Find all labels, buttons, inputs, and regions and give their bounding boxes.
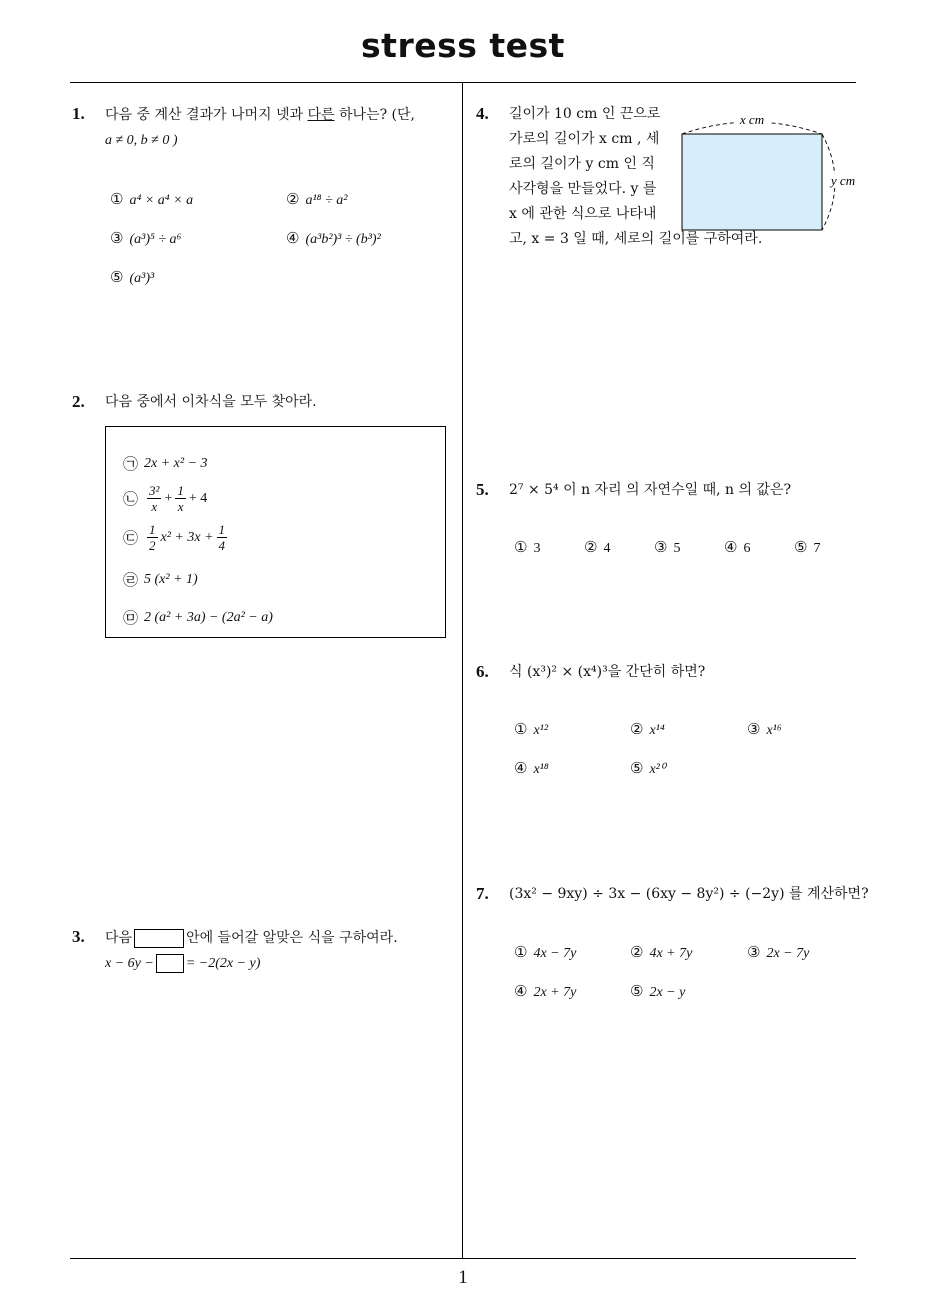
- rectangle-shape: [682, 134, 822, 230]
- option-expr: 6: [743, 541, 751, 556]
- option-4[interactable]: [514, 982, 576, 1001]
- item-mark: ㉤: [123, 609, 139, 627]
- question-line: x 에 관한 식으로 나타내: [509, 206, 657, 222]
- question-text-part: 안에 들어갈 알맞은 식을 구하여라.: [186, 930, 398, 946]
- footer-rule: [70, 1258, 856, 1259]
- option-1[interactable]: [514, 720, 548, 739]
- expression-item: [123, 569, 198, 590]
- option-mark: ②: [630, 943, 644, 961]
- option-mark: ④: [286, 229, 300, 247]
- option-expr: 4x − 7y: [533, 946, 577, 961]
- answer-blank: [156, 954, 184, 973]
- question-line: 사각형을 만들었다. y 를: [509, 181, 657, 197]
- fraction-numerator: 1: [218, 522, 226, 537]
- question-line: 로의 길이가 y cm 인 직: [509, 156, 655, 172]
- question-line: 가로의 길이가 x cm , 세: [509, 131, 660, 147]
- condition-text: a ≠ 0, b ≠ 0 ): [105, 133, 178, 148]
- question-text: (3x² − 9xy) ÷ 3x − (6xy − 8y²) ÷ (−2y) 를 계산하면?: [509, 886, 869, 902]
- option-expr: a⁴ × a⁴ × a: [129, 193, 194, 208]
- question-number: 1.: [72, 104, 85, 123]
- option-mark: ⑤: [630, 759, 644, 777]
- option-2[interactable]: [630, 720, 665, 739]
- option-4[interactable]: [286, 229, 381, 248]
- option-expr: (a³)³: [129, 271, 155, 286]
- option-mark: ⑤: [794, 538, 808, 556]
- option-expr: 2x − 7y: [766, 946, 810, 961]
- rectangle-figure: [676, 108, 860, 236]
- item-mark: ㉠: [123, 455, 139, 473]
- option-mark: ①: [514, 720, 528, 738]
- expression-item: [123, 522, 230, 553]
- expression-item: [123, 483, 207, 514]
- option-mark: ⑤: [110, 268, 124, 286]
- page-title: stress test: [361, 26, 565, 65]
- fraction-denominator: 2: [149, 538, 156, 553]
- option-expr: 3: [533, 541, 541, 556]
- fraction: [147, 522, 158, 553]
- option-mark: ③: [654, 538, 668, 556]
- question-number: 7.: [476, 884, 489, 903]
- option-expr: 2x − y: [649, 985, 686, 1000]
- option-expr: a¹⁸ ÷ a²: [305, 193, 348, 208]
- option-1[interactable]: [514, 943, 576, 962]
- question-line: 고, x = 3 일 때, 세로의 길이를 구하여라.: [509, 231, 763, 247]
- option-mark: ④: [514, 759, 528, 777]
- underlined-word: 다른: [307, 107, 335, 123]
- item-mark: ㉣: [123, 571, 139, 589]
- option-mark: ①: [514, 943, 528, 961]
- option-mark: ③: [747, 943, 761, 961]
- option-3[interactable]: [747, 943, 809, 962]
- fraction-numerator: 3²: [149, 483, 160, 498]
- option-expr: x¹⁸: [533, 762, 549, 777]
- fraction: [147, 483, 161, 514]
- option-1[interactable]: [110, 190, 193, 209]
- fraction-numerator: 1: [149, 522, 156, 537]
- question-text: 2⁷ × 5⁴ 이 n 자리 의 자연수일 때, n 의 값은?: [509, 482, 791, 498]
- fraction: [217, 522, 228, 553]
- option-mark: ④: [514, 982, 528, 1000]
- item-mark: ㉢: [123, 529, 139, 547]
- option-3[interactable]: [747, 720, 782, 739]
- option-mark: ②: [286, 190, 300, 208]
- item-expr: 2 (a² + 3a) − (2a² − a): [144, 609, 273, 625]
- option-expr: x¹⁶: [766, 723, 782, 738]
- option-mark: ③: [747, 720, 761, 738]
- question-number: 4.: [476, 104, 489, 123]
- option-expr: 4x + 7y: [649, 946, 693, 961]
- question-text-part: 하나는? (단,: [334, 107, 415, 123]
- option-expr: (a³)⁵ ÷ a⁶: [129, 232, 182, 247]
- header-rule: [70, 82, 856, 83]
- expression-box: [105, 426, 446, 638]
- question-text: 다음 중에서 이차식을 모두 찾아라.: [105, 394, 317, 410]
- option-3[interactable]: [110, 229, 181, 248]
- option-expr: 5: [673, 541, 681, 556]
- option-expr: x¹⁴: [649, 723, 665, 738]
- option-3[interactable]: [654, 538, 680, 557]
- fraction-numerator: 1: [177, 483, 184, 498]
- option-5[interactable]: [630, 982, 685, 1001]
- question-number: 6.: [476, 662, 489, 681]
- option-expr: x²⁰: [649, 762, 666, 777]
- option-expr: x¹²: [533, 723, 549, 738]
- answer-blank: [134, 929, 184, 948]
- option-mark: ③: [110, 229, 124, 247]
- option-mark: ②: [584, 538, 598, 556]
- item-expr: + 4: [188, 490, 208, 506]
- option-5[interactable]: [110, 268, 154, 287]
- option-2[interactable]: [584, 538, 610, 557]
- option-4[interactable]: [514, 759, 549, 778]
- question-text-part: 다음: [105, 930, 133, 946]
- option-5[interactable]: [794, 538, 820, 557]
- expression-item: [123, 453, 208, 474]
- column-divider: [462, 83, 463, 1259]
- question-text-part: 다음 중 계산 결과가 나머지 넷과: [105, 107, 308, 123]
- fraction-denominator: x: [151, 499, 158, 514]
- option-mark: ①: [110, 190, 124, 208]
- fraction-denominator: 4: [218, 538, 226, 553]
- option-4[interactable]: [724, 538, 750, 557]
- width-label: x cm: [739, 112, 765, 127]
- question-text: [105, 926, 445, 976]
- item-expr: +: [164, 490, 173, 506]
- expression-item: [123, 607, 273, 628]
- option-mark: ⑤: [630, 982, 644, 1000]
- height-label: y cm: [830, 173, 856, 188]
- equation-part: x − 6y −: [105, 956, 154, 971]
- option-2[interactable]: [286, 190, 347, 209]
- question-text: 식 (x³)² × (x⁴)³을 간단히 하면?: [509, 664, 706, 680]
- item-expr: x² + 3x +: [160, 529, 214, 545]
- item-mark: ㉡: [123, 490, 139, 508]
- question-number: 3.: [72, 927, 85, 946]
- question-text: [105, 103, 455, 153]
- question-number: 2.: [72, 392, 85, 411]
- item-expr: 5 (x² + 1): [144, 571, 198, 587]
- option-5[interactable]: [630, 759, 665, 778]
- option-mark: ①: [514, 538, 528, 556]
- question-line: 길이가 10 cm 인 끈으로: [509, 106, 661, 122]
- option-expr: 2x + 7y: [533, 985, 577, 1000]
- option-1[interactable]: [514, 538, 540, 557]
- option-2[interactable]: [630, 943, 692, 962]
- question-number: 5.: [476, 480, 489, 499]
- page-number: 1: [458, 1267, 468, 1288]
- option-expr: (a³b²)³ ÷ (b³)²: [305, 232, 381, 247]
- option-expr: 7: [813, 541, 821, 556]
- option-mark: ②: [630, 720, 644, 738]
- option-expr: 4: [603, 541, 611, 556]
- fraction: [175, 483, 186, 514]
- item-expr: 2x + x² − 3: [144, 455, 208, 471]
- fraction-denominator: x: [177, 499, 184, 514]
- equation-part: = −2(2x − y): [185, 956, 261, 971]
- option-mark: ④: [724, 538, 738, 556]
